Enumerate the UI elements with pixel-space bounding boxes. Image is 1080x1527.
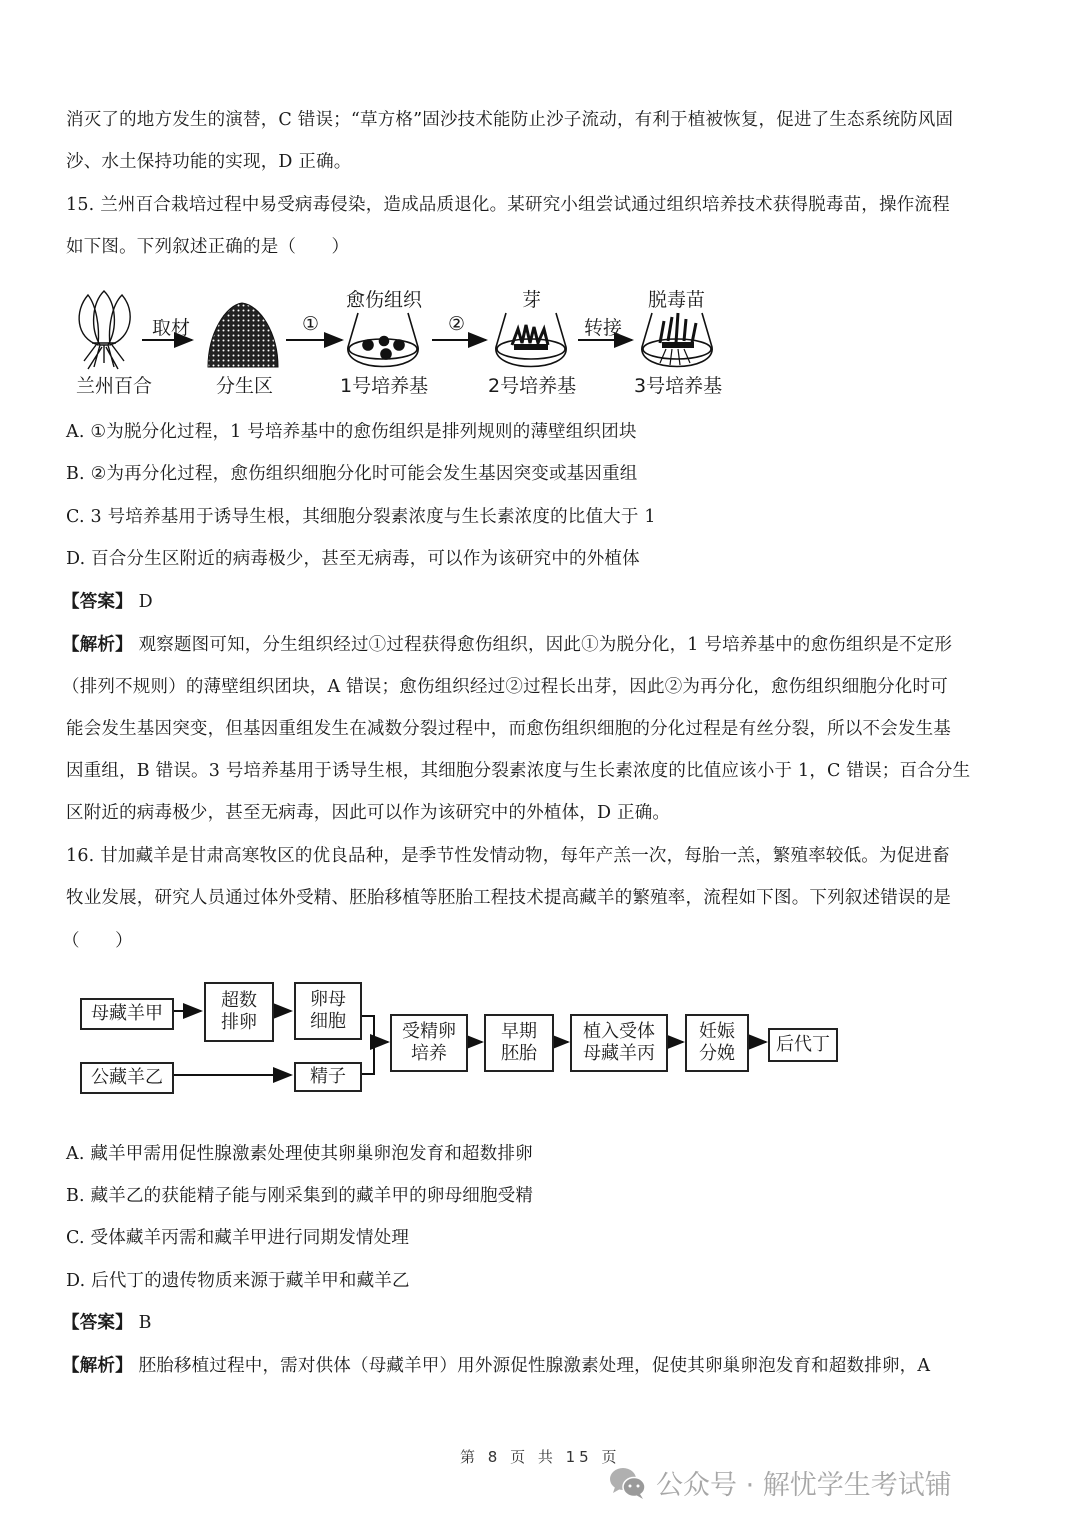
- medium-2-label: 2号培养基: [488, 375, 577, 397]
- box-offspring: 后代丁: [768, 1028, 838, 1062]
- analysis-line: 因重组，B 错误。3 号培养基用于诱导生根，其细胞分裂素浓度与生长素浓度的比值应该小于 1，C 错误；百合分生: [66, 761, 971, 781]
- option-b: B. ②为再分化过程，愈伤组织细胞分化时可能会发生基因突变或基因重组: [66, 464, 638, 484]
- question-16-stem: 16. 甘加藏羊是甘肃高寒牧区的优良品种，是季节性发情动物，每年产羔一次，每胎一羔，繁殖率较低。为促进畜: [66, 846, 950, 866]
- question-15-stem: 15. 兰州百合栽培过程中易受病毒侵染，造成品质退化。某研究小组尝试通过组织培养技术获得脱毒苗，操作流程: [66, 195, 950, 215]
- analysis-line: 区附近的病毒极少，甚至无病毒，因此可以作为该研究中的外植体，D 正确。: [66, 803, 671, 823]
- question-16-stem: 牧业发展，研究人员通过体外受精、胚胎移植等胚胎工程技术提高藏羊的繁殖率，流程如下图。下列叙述错误的是: [66, 888, 951, 908]
- box-superovulation: 超数 排卵: [204, 982, 274, 1042]
- answer-tag: 【答案】: [62, 592, 133, 612]
- step-1-marker: ①: [302, 313, 320, 335]
- lily-label: 兰州百合: [76, 375, 153, 397]
- watermark: [608, 1463, 952, 1502]
- step-2-marker: ②: [448, 313, 466, 335]
- analysis-line: （排列不规则）的薄壁组织团块，A 错误；愈伤组织经过②过程长出芽，因此②为再分化，愈伤组织细胞分化时可: [62, 677, 948, 697]
- analysis-line: [62, 1354, 930, 1378]
- meristem-label: 分生区: [216, 375, 274, 397]
- box-pregnancy: 妊娠 分娩: [685, 1014, 749, 1072]
- flask-2-bud-icon: [496, 313, 566, 367]
- seedling-label: 脱毒苗: [648, 289, 706, 311]
- callus-label: 愈伤组织: [346, 289, 423, 311]
- step-take-material: 取材: [152, 317, 191, 339]
- text-line: 沙、水土保持功能的实现，D 正确。: [66, 152, 352, 172]
- answer-tag: 【答案】: [62, 1313, 133, 1333]
- analysis-text: 胚胎移植过程中，需对供体（母藏羊甲）用外源促性腺激素处理，促使其卵巢卵泡发育和超数排卵，A: [138, 1356, 931, 1376]
- connector: [362, 1042, 374, 1074]
- flask-3-seedling-icon: [642, 313, 712, 367]
- watermark-text: 公众号 · 解忧学生考试铺: [656, 1470, 952, 1501]
- box-male-sheep: 公藏羊乙: [80, 1062, 174, 1094]
- option-a: A. ①为脱分化过程，1 号培养基中的愈伤组织是排列规则的薄壁组织团块: [66, 422, 637, 442]
- option-c: C. 受体藏羊丙需和藏羊甲进行同期发情处理: [66, 1228, 410, 1248]
- medium-1-label: 1号培养基: [340, 375, 429, 397]
- flask-1-icon: [348, 313, 418, 367]
- answer-value: D: [138, 592, 153, 612]
- box-transfer-recipient: 植入受体 母藏羊丙: [570, 1014, 668, 1072]
- tissue-culture-diagram: [66, 283, 746, 401]
- answer-row: [62, 1311, 152, 1335]
- option-d: D. 百合分生区附近的病毒极少，甚至无病毒，可以作为该研究中的外植体: [66, 549, 640, 569]
- embryo-engineering-flowchart: [78, 978, 858, 1102]
- answer-row: [62, 590, 153, 614]
- option-d: D. 后代丁的遗传物质来源于藏羊甲和藏羊乙: [66, 1271, 410, 1291]
- page-number: 第 8 页 共 15 页: [460, 1448, 621, 1466]
- box-early-embryo: 早期 胚胎: [484, 1014, 554, 1072]
- box-sperm: 精子: [294, 1062, 362, 1092]
- connector: [362, 1016, 374, 1042]
- answer-value: B: [138, 1313, 152, 1333]
- option-c: C. 3 号培养基用于诱导生根，其细胞分裂素浓度与生长素浓度的比值大于 1: [66, 507, 656, 527]
- analysis-line: [62, 633, 952, 657]
- analysis-tag: 【解析】: [62, 1356, 133, 1376]
- option-a: A. 藏羊甲需用促性腺激素处理使其卵巢卵泡发育和超数排卵: [66, 1144, 533, 1164]
- meristem-icon: [208, 303, 278, 367]
- box-zygote-culture: 受精卵 培养: [390, 1014, 468, 1072]
- lily-bulb-icon: [79, 291, 130, 369]
- question-16-stem: （ ）: [62, 931, 133, 951]
- wechat-icon: [608, 1465, 648, 1501]
- box-oocyte: 卵母 细胞: [294, 982, 362, 1040]
- analysis-line: 能会发生基因突变，但基因重组发生在减数分裂过程中，而愈伤组织细胞的分化过程是有丝分裂，所以不会发生基: [66, 719, 951, 739]
- question-15-stem: 如下图。下列叙述正确的是（ ）: [66, 237, 350, 257]
- step-transfer: 转接: [584, 317, 623, 339]
- analysis-text: 观察题图可知，分生组织经过①过程获得愈伤组织，因此①为脱分化，1 号培养基中的愈伤组织是不定形: [138, 635, 953, 655]
- medium-3-label: 3号培养基: [634, 375, 723, 397]
- option-b: B. 藏羊乙的获能精子能与刚采集到的藏羊甲的卵母细胞受精: [66, 1186, 534, 1206]
- box-female-sheep: 母藏羊甲: [80, 998, 174, 1030]
- text-line: 消灭了的地方发生的演替，C 错误；“草方格”固沙技术能防止沙子流动，有利于植被恢复，促进了生态系统防风固: [66, 110, 954, 130]
- analysis-tag: 【解析】: [62, 635, 133, 655]
- bud-label: 芽: [522, 289, 542, 311]
